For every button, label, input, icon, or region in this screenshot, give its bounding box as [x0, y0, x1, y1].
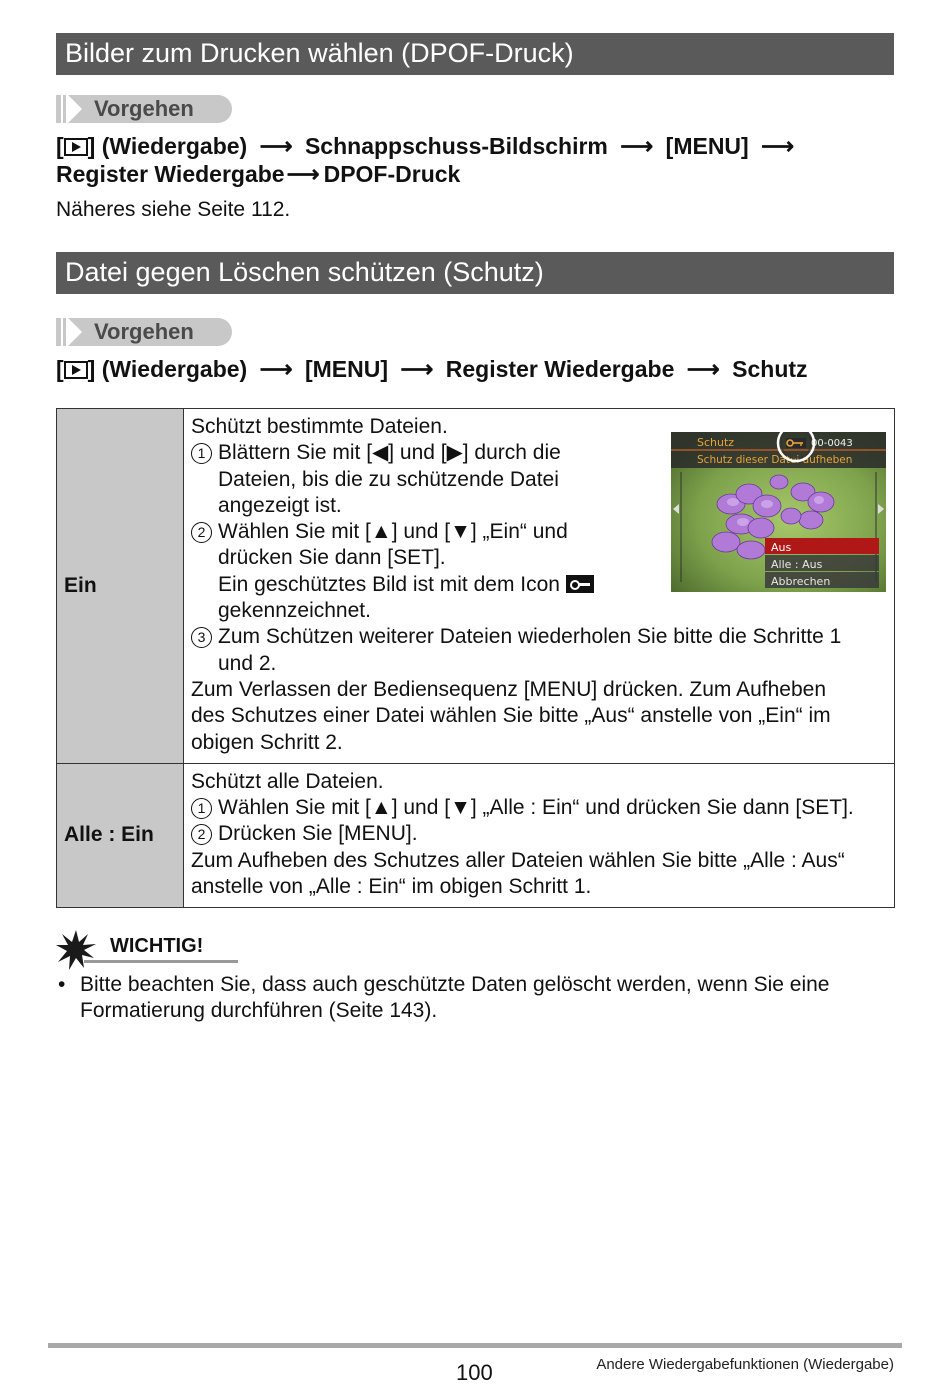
- camera-subtitle: Schutz dieser Datei aufheben: [697, 454, 853, 466]
- camera-menu-item: Aus: [771, 541, 792, 554]
- footer-section-title: Andere Wiedergabefunktionen (Wiedergabe): [596, 1356, 894, 1373]
- procedure-label-text: Vorgehen: [94, 319, 194, 344]
- step-number: 1: [191, 798, 212, 819]
- camera-title: Schutz: [697, 436, 735, 449]
- important-label: WICHTIG!: [110, 935, 204, 957]
- description-outro: Zum Verlassen der Bediensequenz [MENU] drücken. Zum Aufheben: [191, 677, 827, 701]
- step-3: 3 Zum Schützen weiterer Dateien wiederholen Sie bitte die Schritte 1 und 2.: [191, 624, 888, 677]
- description-intro: Schützt bestimmte Dateien.: [191, 415, 448, 438]
- down-arrow-icon: ▼: [450, 520, 471, 544]
- up-arrow-icon: ▲: [370, 796, 392, 820]
- table-row: [57, 763, 895, 907]
- step-number: 1: [191, 443, 212, 464]
- play-icon: [64, 138, 88, 156]
- step-1: 1 Wählen Sie mit [▲] und [▼] „Alle : Ein“ und drücken Sie dann [SET].: [191, 795, 888, 821]
- arrow-icon: ⟶: [259, 133, 293, 159]
- play-icon: [64, 361, 88, 379]
- procedure-label: [56, 318, 232, 346]
- procedure-path-line2: Register Wiedergabe⟶ DPOF-Druck: [56, 161, 461, 187]
- section-title-dpof: Bilder zum Drucken wählen (DPOF-Druck): [56, 33, 894, 75]
- page-number: 100: [456, 1360, 493, 1385]
- down-arrow-icon: ▼: [450, 796, 471, 820]
- option-name: Ein: [57, 409, 184, 764]
- description-intro: Schützt alle Dateien.: [191, 769, 384, 793]
- description-outro: des Schutzes einer Datei wählen Sie bitte „Aus“ anstelle von „Ein“ im: [191, 704, 831, 728]
- procedure-label-text: Vorgehen: [94, 96, 194, 121]
- procedure-path-line1: [ ] (Wiedergabe) ⟶ Schnappschuss-Bildschirm ⟶ [MENU] ⟶: [56, 133, 795, 159]
- starburst-icon: [56, 930, 96, 970]
- step-number: 2: [191, 522, 212, 543]
- step-2: 2 Wählen Sie mit [▲] und [▼] „Ein“ und drücken Sie dann [SET]. Ein geschütztes Bild ist mit dem Icon gekennzeichnet.: [191, 519, 888, 624]
- procedure-path: [ ] (Wiedergabe) ⟶ [MENU] ⟶ Register Wiedergabe ⟶ Schutz: [56, 356, 808, 382]
- step-number: 3: [191, 627, 212, 648]
- arrow-icon: ⟶: [286, 161, 320, 187]
- procedure-label: [56, 95, 232, 123]
- step-1: 1 Blättern Sie mit [◀] und [▶] durch die Dateien, bis die zu schützende Datei angezeigt ist.: [191, 440, 888, 519]
- right-arrow-icon: ▶: [446, 441, 463, 465]
- description-outro: Zum Aufheben des Schutzes aller Dateien wählen Sie bitte „Alle : Aus“: [191, 848, 845, 872]
- option-name: Alle : Ein: [57, 763, 184, 907]
- page-reference-note: Näheres siehe Seite 112.: [56, 198, 291, 221]
- step-2: 2 Drücken Sie [MENU].: [191, 821, 888, 847]
- arrow-icon: ⟶: [686, 356, 720, 382]
- arrow-icon: ⟶: [259, 356, 293, 382]
- camera-menu-item: Alle : Aus: [771, 558, 823, 571]
- step-number: 2: [191, 824, 212, 845]
- footer-divider: [48, 1343, 902, 1348]
- important-heading: [56, 930, 238, 970]
- important-text: Bitte beachten Sie, dass auch geschützte Daten gelöscht werden, wenn Sie eine Formatierung durchführen (Seite 143).: [80, 973, 830, 1022]
- up-arrow-icon: ▲: [370, 520, 392, 544]
- protect-key-icon: [566, 575, 594, 593]
- option-description: [184, 763, 895, 907]
- arrow-icon: ⟶: [400, 356, 434, 382]
- camera-menu-item: Abbrechen: [771, 575, 831, 588]
- left-arrow-icon: ◀: [372, 441, 389, 465]
- description-outro: obigen Schritt 2.: [191, 730, 343, 754]
- description-outro: anstelle von „Alle : Ein“ im obigen Schritt 1.: [191, 875, 592, 899]
- camera-screen-image: [671, 432, 886, 592]
- arrow-icon: ⟶: [620, 133, 654, 159]
- arrow-icon: ⟶: [761, 133, 795, 159]
- section-title-protect: Datei gegen Löschen schützen (Schutz): [56, 252, 894, 294]
- bullet-marker: •: [58, 973, 66, 996]
- camera-file-number: 00-0043: [811, 438, 853, 449]
